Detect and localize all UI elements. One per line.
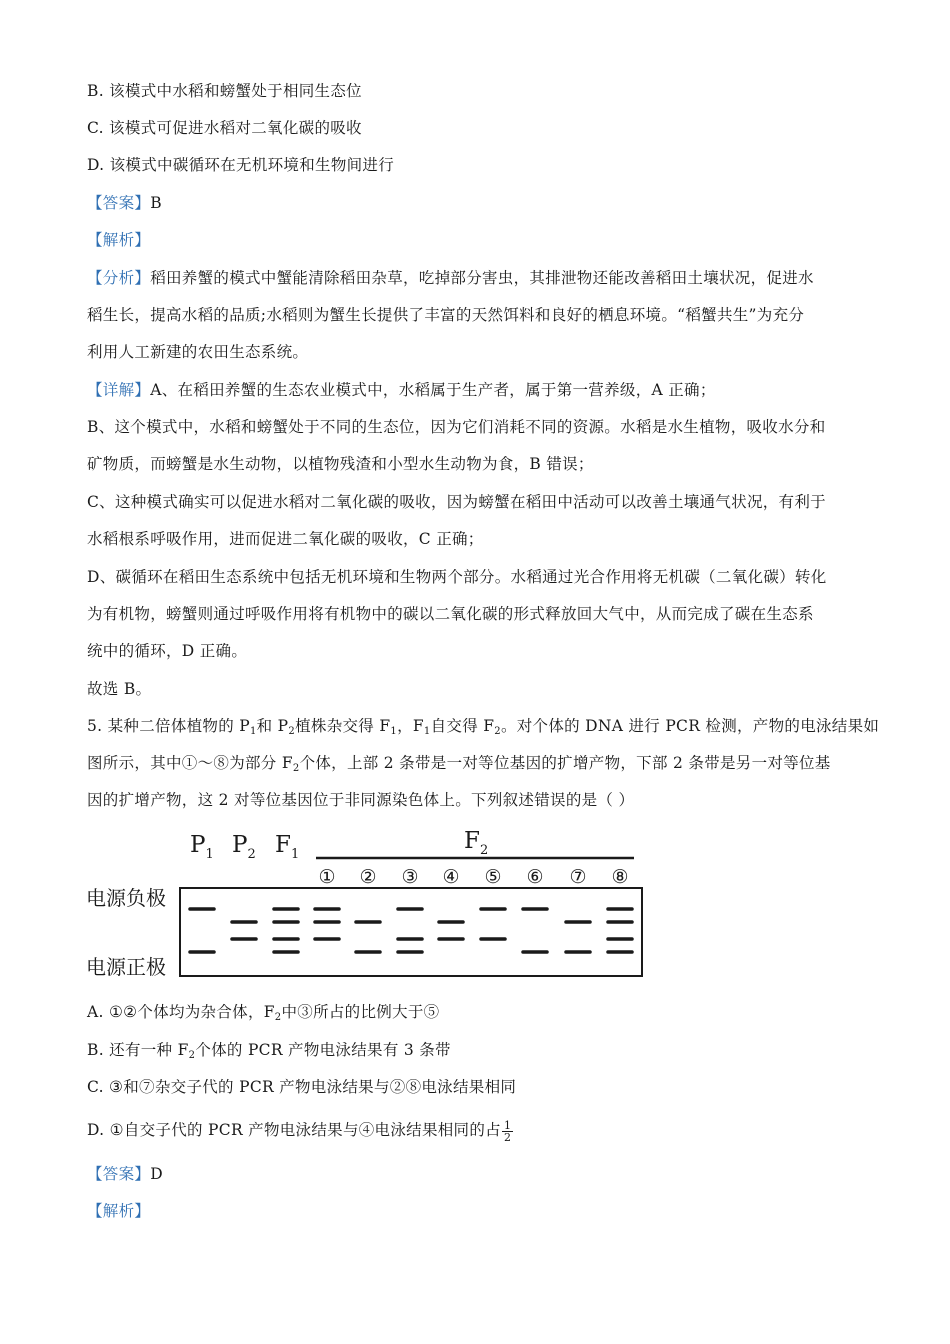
electrophoresis-figure [82,822,652,982]
detail-tag: 【详解】 [87,381,151,399]
negative-electrode-label: 电源负极 [86,886,166,910]
lane-number-8: ⑧ [611,866,629,888]
option-d-text: D. 该模式中碳循环在无机环境和生物间进行 [87,156,395,174]
option-d-q5: D. ①自交子代的 PCR 产物电泳结果与④电泳结果相同的占 $\frac{1}{2}$ [87,1118,512,1144]
answer-value-q5: D [150,1165,163,1183]
answer-line [87,192,867,214]
fraction-one-half: $\frac{1}{2}$ [503,1118,512,1144]
option-b-text: B. 该模式中水稻和螃蟹处于相同生态位 [87,82,362,100]
fenxi-line-2: 稻生长，提高水稻的品质;水稻则为蟹生长提供了丰富的天然饵料和良好的栖息环境。“稻蟹共生”为充分 [87,306,805,324]
detail-line-c1: C、这种模式确实可以促进水稻对二氧化碳的吸收，因为螃蟹在稻田中活动可以改善土壤通气状况，有利于 [87,493,826,511]
detail-line-d2: 为有机物，螃蟹则通过呼吸作用将有机物中的碳以二氧化碳的形式释放回大气中，从而完成了碳在生态系 [87,605,814,623]
fenxi-line-1: 【分析】稻田养蟹的模式中蟹能清除稻田杂草，吃掉部分害虫，其排泄物还能改善稻田土壤状况，促进水 [87,269,814,287]
label-f2: $F_2$ [464,828,489,858]
option-c-q5: C. ③和⑦杂交子代的 PCR 产物电泳结果与②⑧电泳结果相同 [87,1078,517,1096]
answer-line-q5 [87,1163,867,1185]
lane-number-7: ⑦ [569,866,587,888]
label-f1: $F_1$ [275,832,300,862]
detail-line-a: 【详解】A、在稻田养蟹的生态农业模式中，水稻属于生产者，属于第一营养级，A 正确； [87,381,716,399]
detail-line-c2: 水稻根系呼吸作用，进而促进二氧化碳的吸收，C 正确； [87,530,484,548]
detail-line-d3: 统中的循环，D 正确。 [87,642,248,660]
detail-line-b1: B、这个模式中，水稻和螃蟹处于不同的生态位，因为它们消耗不同的资源。水稻是水生植物，吸收水分和 [87,418,826,436]
conclusion-line: 故选 B。 [87,680,152,698]
lane-number-3: ③ [401,866,419,888]
lane-number-4: ④ [442,866,460,888]
gel-bands [190,909,632,952]
answer-value: B [150,194,162,212]
lane-number-5: ⑤ [484,866,502,888]
positive-electrode-label: 电源正极 [86,955,166,979]
detail-line-d1: D、碳循环在稻田生态系统中包括无机环境和生物两个部分。水稻通过光合作用将无机碳（二氧化碳）转化 [87,568,827,586]
option-b-q5: B. 还有一种 $F_2$个体的 PCR 产物电泳结果有 3 条带 [87,1041,451,1061]
option-c-text: C. 该模式可促进水稻对二氧化碳的吸收 [87,119,362,137]
question-5-line-3: 因的扩增产物，这 2 对等位基因位于非同源染色体上。下列叙述错误的是（ ） [87,791,635,809]
lane-number-2: ② [359,866,377,888]
lane-number-1: ① [318,866,336,888]
answer-tag: 【答案】 [87,194,151,212]
fenxi-tag: 【分析】 [87,269,151,287]
label-p1: $P_1$ [190,832,214,862]
answer-tag-q5: 【答案】 [87,1165,151,1183]
analysis-tag-q5: 【解析】 [87,1202,151,1220]
option-a-q5: A. ①②个体均为杂合体，$F_2$中③所占的比例大于⑤ [87,1003,440,1023]
detail-line-b2: 矿物质，而螃蟹是水生动物，以植物残渣和小型水生动物为食，B 错误； [87,455,594,473]
lane-number-6: ⑥ [526,866,544,888]
question-5-line-2: 图所示，其中①～⑧为部分 $F_2$个体，上部 2 条带是一对等位基因的扩增产物，下部 2 条带是另一对等位基 [87,754,831,774]
fenxi-line-3: 利用人工新建的农田生态系统。 [87,343,309,361]
label-p2: $P_2$ [232,832,256,862]
question-5-line-1: 5. 某种二倍体植物的 $P_1$和 $P_2$植株杂交得 $F_1$，$F_1$自交得 $F_2$。对个体的 DNA 进行 PCR 检测，产物的电泳结果如 [87,717,880,737]
analysis-tag: 【解析】 [87,231,151,249]
lane-numbers [318,866,628,888]
gel-frame [180,888,642,976]
